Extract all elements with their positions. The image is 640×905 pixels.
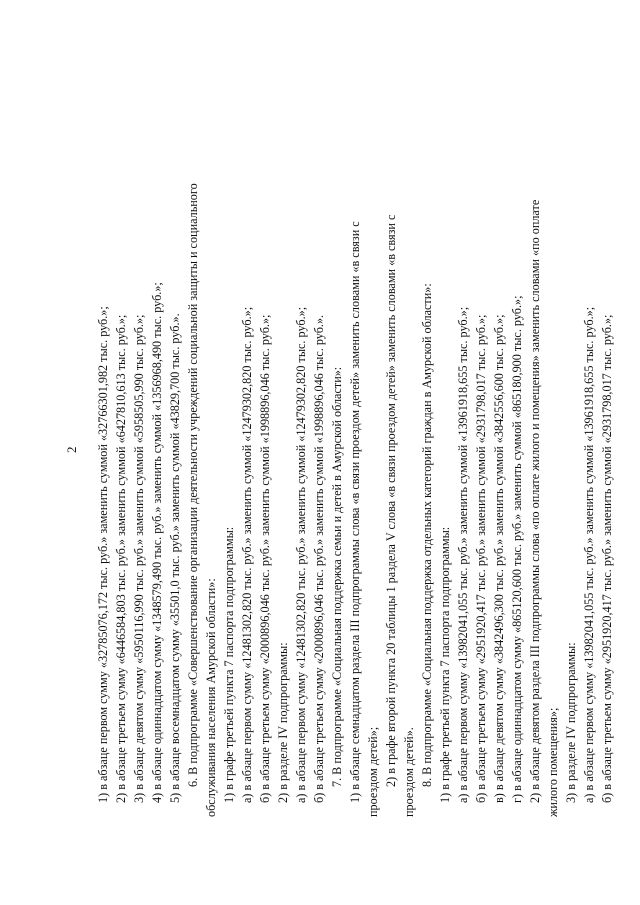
- document-line: 6. В подпрограмме «Совершенствование организации деятельности учреждений социальной защиты и социального: [186, 183, 200, 787]
- document-line: 2) в разделе IV подпрограммы:: [276, 642, 290, 803]
- document-line: 3) в разделе IV подпрограммы:: [564, 642, 578, 803]
- document-line: б) в абзаце третьем сумму «2951920,417 тыс. руб.» заменить суммой «2931798,017 тыс. руб.»;: [600, 314, 614, 803]
- document-line: в) в абзаце девятом сумму «3842496,300 тыс. руб.» заменить суммой «3842556,600 тыс. руб.»;: [492, 314, 506, 803]
- document-line: б) в абзаце третьем сумму «2000896,046 тыс. руб.» заменить суммой «1998896,046 тыс. руб.»;: [258, 314, 272, 803]
- page-number: 2: [64, 446, 79, 453]
- document-line: 8. В подпрограмме «Социальная поддержка отдельных категорий граждан в Амурской области»:: [420, 283, 434, 787]
- document-line: г) в абзаце одиннадцатом сумму «865120,600 тыс. руб.» заменить суммой «865180,900 тыс. руб.»;: [510, 295, 524, 803]
- document-line: 4) в абзаце одиннадцатом сумму «1348579,490 тыс. руб.» заменить суммой «1356968,490 тыс. руб.»;: [150, 282, 164, 803]
- document-line: 1) в графе третьей пункта 7 паспорта подпрограммы:: [438, 526, 452, 803]
- document-line: 2) в графе второй пункта 20 таблицы 1 раздела V слова «в связи проездом детей» заменить словами «в связи с: [384, 214, 398, 787]
- document-line: 1) в абзаце первом сумму «32785076,172 тыс. руб.» заменить суммой «32766301,982 тыс. руб.»;: [96, 306, 110, 803]
- document-line: 1) в графе третьей пункта 7 паспорта подпрограммы:: [222, 526, 236, 803]
- document-line: проездом детей».: [402, 727, 416, 817]
- document-line: а) в абзаце первом сумму «12481302,820 тыс. руб.» заменить суммой «12479302,820 тыс. руб.»;: [294, 306, 308, 803]
- document-line: б) в абзаце третьем сумму «2951920,417 тыс. руб.» заменить суммой «2931798,017 тыс. руб.»;: [474, 314, 488, 803]
- document-line: 2) в абзаце третьем сумму «6446584,803 тыс. руб.» заменить суммой «6427810,613 тыс. руб.»;: [114, 314, 128, 803]
- document-line: 1) в абзаце семнадцатом раздела III подпрограммы слова «в связи проездом детей» заменить словами «в связи с: [348, 221, 362, 803]
- document-line: обслуживания населения Амурской области»:: [204, 578, 218, 817]
- document-line: а) в абзаце первом сумму «12481302,820 тыс. руб.» заменить суммой «12479302,820 тыс. руб.»;: [240, 306, 254, 803]
- document-line: б) в абзаце третьем сумму «2000896,046 тыс. руб.» заменить суммой «1998896,046 тыс. руб.».: [312, 314, 326, 803]
- document-line: 2) в абзаце девятом раздела III подпрограммы слова «по оплате жилого и помещения» заменить словами «по оплате: [528, 199, 542, 803]
- document-line: жилого помещения»;: [546, 707, 560, 817]
- document-line: 3) в абзаце девятом сумму «5950116,990 тыс. руб.» заменить суммой «5958505,990 тыс. руб.»;: [132, 314, 146, 803]
- document-line: а) в абзаце первом сумму «13982041,055 тыс. руб.» заменить суммой «13961918,655 тыс. руб.»;: [456, 306, 470, 803]
- document-line: 5) в абзаце восемнадцатом сумму «35501,0 тыс. руб.» заменить суммой «43829,700 тыс. руб.».: [168, 313, 182, 803]
- document-line: 7. В подпрограмме «Социальная поддержка семьи и детей в Амурской области»:: [330, 366, 344, 787]
- document-line: а) в абзаце первом сумму «13982041,055 тыс. руб.» заменить суммой «13961918,655 тыс. руб.»;: [582, 306, 596, 803]
- document-line: проездом детей»;: [366, 726, 380, 817]
